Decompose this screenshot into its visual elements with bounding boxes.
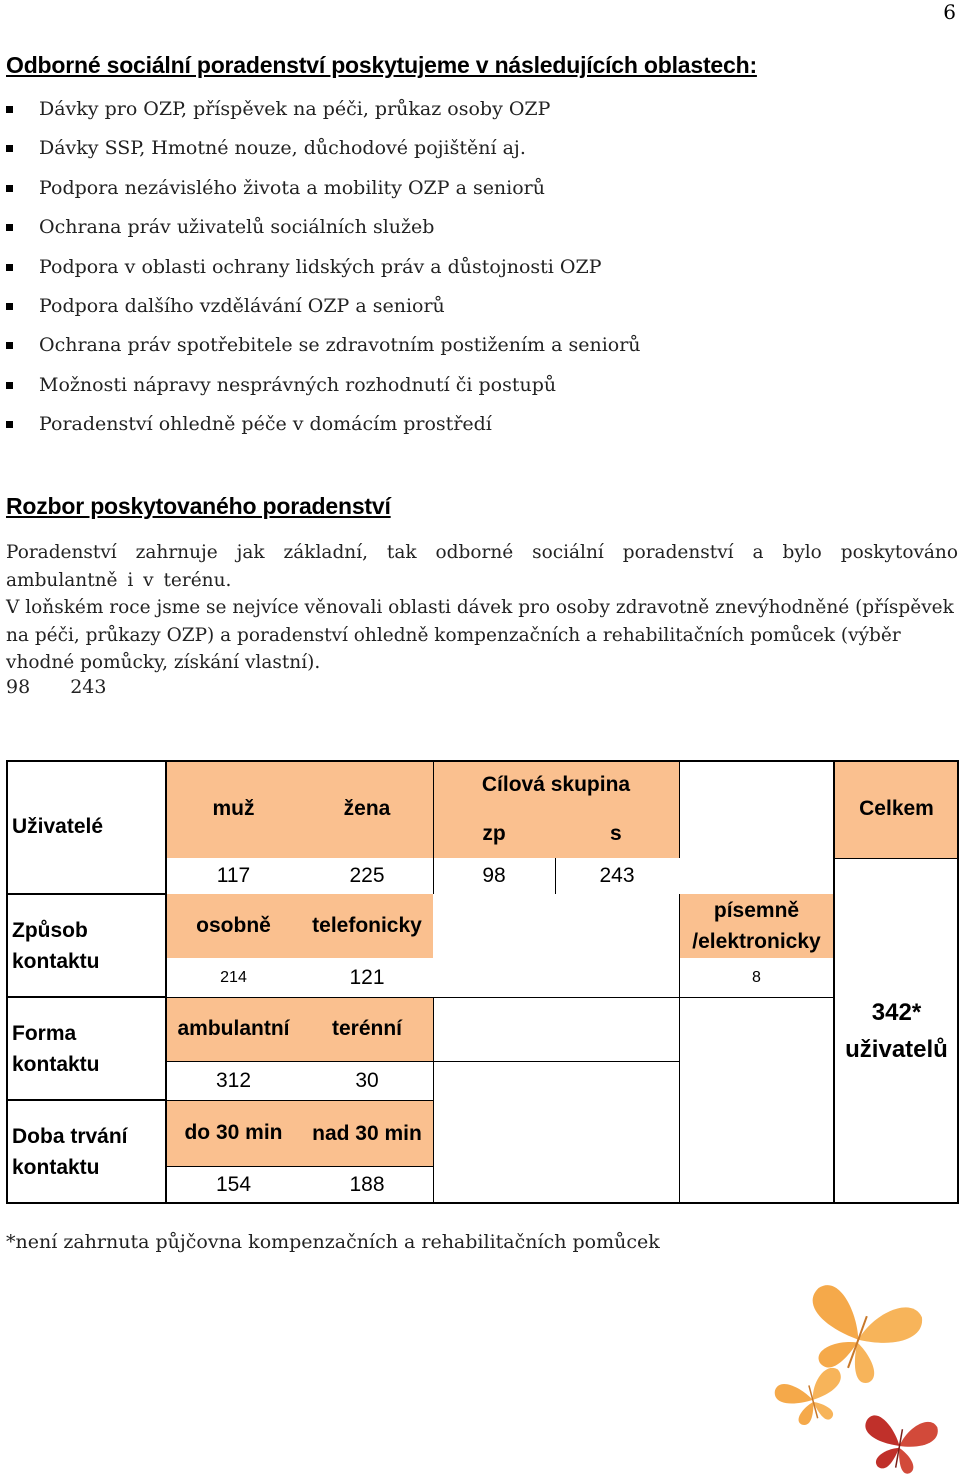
table-border: [6, 1202, 959, 1204]
table-border: [957, 760, 959, 1204]
table-border: [6, 893, 166, 895]
value-ambulantni: 312: [215, 1068, 252, 1092]
list-item: Podpora v oblasti ochrany lidských práv a důstojnosti OZP: [6, 256, 641, 295]
number-s: 243: [70, 676, 107, 698]
value-total: 342* uživatelů: [845, 999, 948, 1063]
bullet-square-icon: [6, 342, 13, 349]
table-border: [555, 858, 556, 894]
table-border: [166, 997, 834, 998]
section-heading-analysis: Rozbor poskytovaného poradenství: [6, 493, 391, 519]
value-nad30: 188: [349, 1173, 385, 1196]
header-total: Celkem: [859, 797, 934, 820]
header-pisemne: písemně /elektronicky: [692, 899, 821, 953]
list-item: Ochrana práv spotřebitele se zdravotním postižením a seniorů: [6, 334, 641, 373]
areas-list: [6, 98, 641, 453]
value-s: 243: [599, 864, 635, 887]
paragraph-focus: V loňském roce jsme se nejvíce věnovali oblasti dávek pro osoby zdravotně znevýhodněné (příspěvek na péči, průkazy OZP) a poradenství ohledně kompenzačních a rehabilitačních pomůcek (výběr vhodné pomůcky, získání vlastní).: [6, 597, 954, 673]
page-number: 6: [943, 0, 956, 24]
row-label-contact-way: Způsob kontaktu: [12, 918, 100, 973]
table-border: [833, 760, 835, 1204]
bullet-square-icon: [6, 145, 13, 152]
bullet-square-icon: [6, 382, 13, 389]
header-muz: muž: [212, 797, 255, 820]
bullet-square-icon: [6, 264, 13, 271]
footnote: *není zahrnuta půjčovna kompenzačních a rehabilitačních pomůcek: [6, 1231, 660, 1253]
header-terenni: terénní: [331, 1017, 402, 1040]
table-border: [679, 760, 680, 858]
table-border: [166, 1166, 433, 1167]
table-border: [433, 997, 434, 1204]
table-border: [6, 1099, 166, 1101]
value-muz: 117: [216, 864, 251, 887]
list-item: Podpora dalšího vzdělávání OZP a seniorů: [6, 295, 641, 334]
bullet-square-icon: [6, 106, 13, 113]
table-border: [679, 894, 680, 1204]
statistics-table: [6, 760, 959, 1204]
butterfly-red-icon: [858, 1411, 939, 1478]
value-zp: 98: [482, 864, 506, 887]
header-ambulantni: ambulantní: [177, 1017, 290, 1040]
value-telefonicky: 121: [349, 965, 385, 989]
butterflies-decoration: [760, 1285, 960, 1483]
bullet-square-icon: [6, 185, 13, 192]
value-osobne: 214: [220, 968, 247, 986]
header-osobne: osobně: [196, 914, 271, 937]
table-border: [166, 1100, 433, 1101]
list-item: Podpora nezávislého života a mobility OZP a seniorů: [6, 177, 641, 216]
header-zp: zp: [482, 822, 506, 845]
list-item: Poradenství ohledně péče v domácím prostředí: [6, 413, 641, 452]
header-target-group: Cílová skupina: [481, 773, 631, 796]
table-border: [6, 760, 8, 1204]
table-border: [165, 760, 167, 1204]
table-border: [433, 760, 434, 894]
list-item: Možnosti nápravy nesprávných rozhodnutí či postupů: [6, 374, 641, 413]
table-border: [166, 1061, 679, 1062]
bullet-square-icon: [6, 303, 13, 310]
table-border: [6, 760, 959, 762]
value-terenni: 30: [355, 1068, 379, 1092]
butterfly-small-icon: [772, 1366, 851, 1431]
table-border: [834, 858, 959, 859]
bullet-square-icon: [6, 224, 13, 231]
header-zena: žena: [343, 797, 391, 820]
row-label-contact-form: Forma kontaktu: [12, 1021, 100, 1076]
list-item: Ochrana práv uživatelů sociálních služeb: [6, 216, 641, 255]
header-telefonicky: telefonicky: [312, 914, 422, 937]
header-s: s: [610, 822, 622, 845]
list-item: Dávky SSP, Hmotné nouze, důchodové pojištění aj.: [6, 137, 641, 176]
row-label-users: Uživatelé: [12, 815, 104, 838]
numbers-line: [6, 676, 106, 698]
paragraph-intro: Poradenství zahrnuje jak základní, tak odborné sociální poradenství a bylo poskytováno ambulantně i v terénu.: [6, 542, 958, 591]
value-pisemne: 8: [752, 968, 761, 986]
table-border: [6, 996, 166, 998]
number-zp: 98: [6, 676, 31, 698]
value-zena: 225: [349, 864, 385, 887]
row-label-contact-duration: Doba trvání kontaktu: [12, 1125, 128, 1179]
butterfly-large-icon: [791, 1285, 926, 1395]
value-do30: 154: [215, 1173, 252, 1196]
header-nad30: nad 30 min: [312, 1121, 422, 1145]
header-do30: do 30 min: [184, 1121, 283, 1144]
section-heading-areas: Odborné sociální poradenství poskytujeme v následujících oblastech:: [6, 52, 757, 78]
list-item: Dávky pro OZP, příspěvek na péči, průkaz osoby OZP: [6, 98, 641, 137]
bullet-square-icon: [6, 421, 13, 428]
